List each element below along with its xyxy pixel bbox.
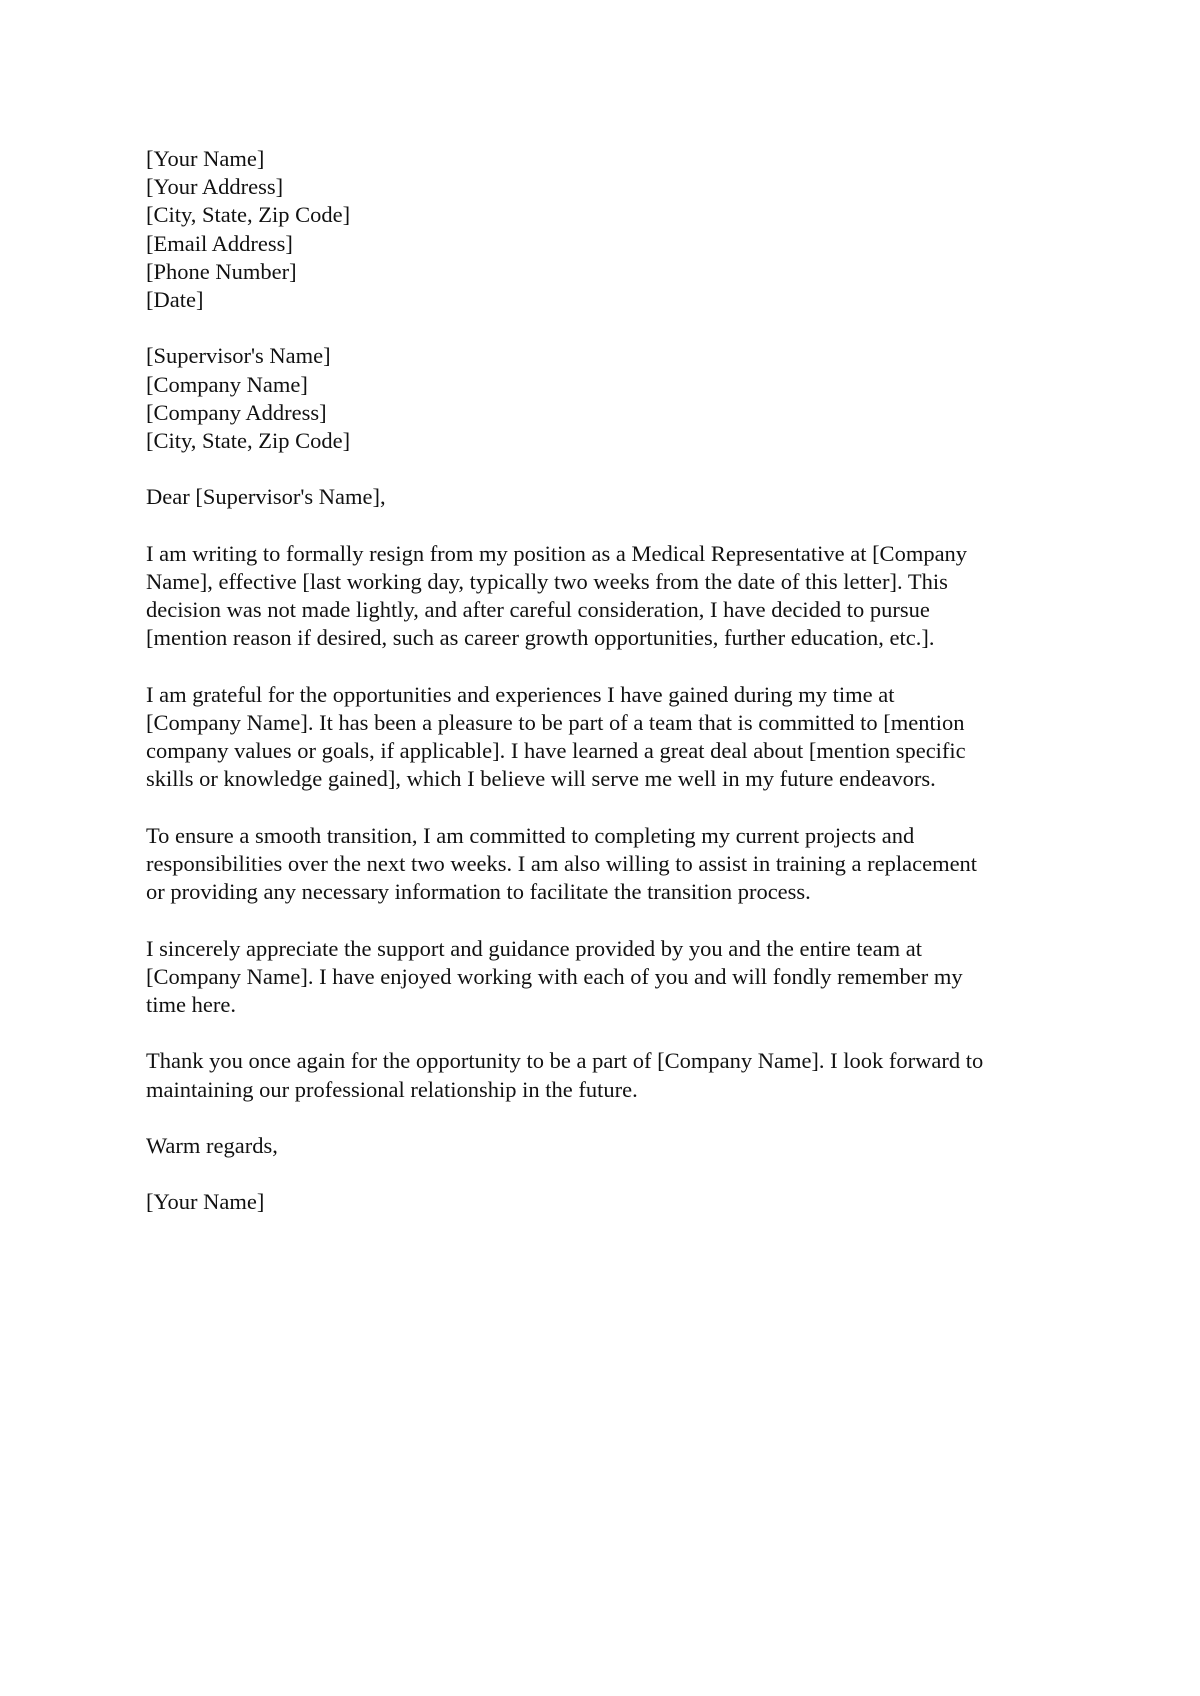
paragraph-line: time here.: [146, 992, 236, 1017]
closing-text: Warm regards,: [146, 1132, 278, 1158]
paragraph-line: To ensure a smooth transition, I am committed to completing my current projects and: [146, 822, 915, 848]
paragraph-line: I am writing to formally resign from my position as a Medical Representative at [Company: [146, 540, 968, 566]
sender-address: [Your Address]: [146, 174, 284, 200]
salutation: [146, 483, 1076, 511]
paragraph-line: Name], effective [last working day, typically two weeks from the date of this letter]. This: [146, 569, 948, 594]
paragraph-gratitude: [146, 681, 1076, 794]
paragraph-line: [mention reason if desired, such as career growth opportunities, further education, etc.].: [146, 625, 935, 651]
paragraph-line: skills or knowledge gained], which I believe will serve me well in my future endeavors.: [146, 766, 936, 792]
paragraph-line: I am grateful for the opportunities and experiences I have gained during my time at: [146, 681, 895, 707]
paragraph-line: Thank you once again for the opportunity to be a part of [Company Name]. I look forward to: [146, 1048, 984, 1074]
paragraph-line: decision was not made lightly, and after careful consideration, I have decided to pursue: [146, 597, 930, 623]
paragraph-transition: [146, 822, 1076, 907]
sender-city-state-zip: [City, State, Zip Code]: [146, 202, 351, 228]
recipient-address-block: [146, 342, 1076, 455]
paragraph-line: [Company Name]. I have enjoyed working with each of you and will fondly remember my: [146, 963, 963, 989]
paragraph-line: I sincerely appreciate the support and guidance provided by you and the entire team at: [146, 935, 922, 961]
signature: [146, 1188, 1076, 1216]
sender-name: [Your Name]: [146, 146, 265, 171]
paragraph-line: company values or goals, if applicable]. I have learned a great deal about [mention specific: [146, 738, 966, 764]
paragraph-resignation: [146, 540, 1076, 653]
paragraph-line: or providing any necessary information to facilitate the transition process.: [146, 879, 811, 905]
recipient-company-name: [Company Name]: [146, 371, 308, 397]
resignation-letter: [146, 145, 1076, 1217]
letter-date: [Date]: [146, 287, 204, 313]
signature-name: [Your Name]: [146, 1189, 265, 1215]
salutation-text: Dear [Supervisor's Name],: [146, 484, 386, 510]
paragraph-line: responsibilities over the next two weeks. I am also willing to assist in training a replacement: [146, 851, 978, 876]
recipient-city-state-zip: [City, State, Zip Code]: [146, 428, 351, 454]
paragraph-line: maintaining our professional relationship in the future.: [146, 1076, 638, 1102]
paragraph-line: [Company Name]. It has been a pleasure to be part of a team that is committed to [mention: [146, 710, 965, 735]
paragraph-appreciation: [146, 935, 1076, 1020]
sender-email: [Email Address]: [146, 230, 293, 256]
recipient-supervisor-name: [Supervisor's Name]: [146, 343, 331, 369]
sender-address-block: [146, 145, 1076, 314]
closing: [146, 1132, 1076, 1160]
sender-phone: [Phone Number]: [146, 258, 297, 284]
recipient-company-address: [Company Address]: [146, 399, 327, 425]
paragraph-thanks: [146, 1047, 1076, 1103]
